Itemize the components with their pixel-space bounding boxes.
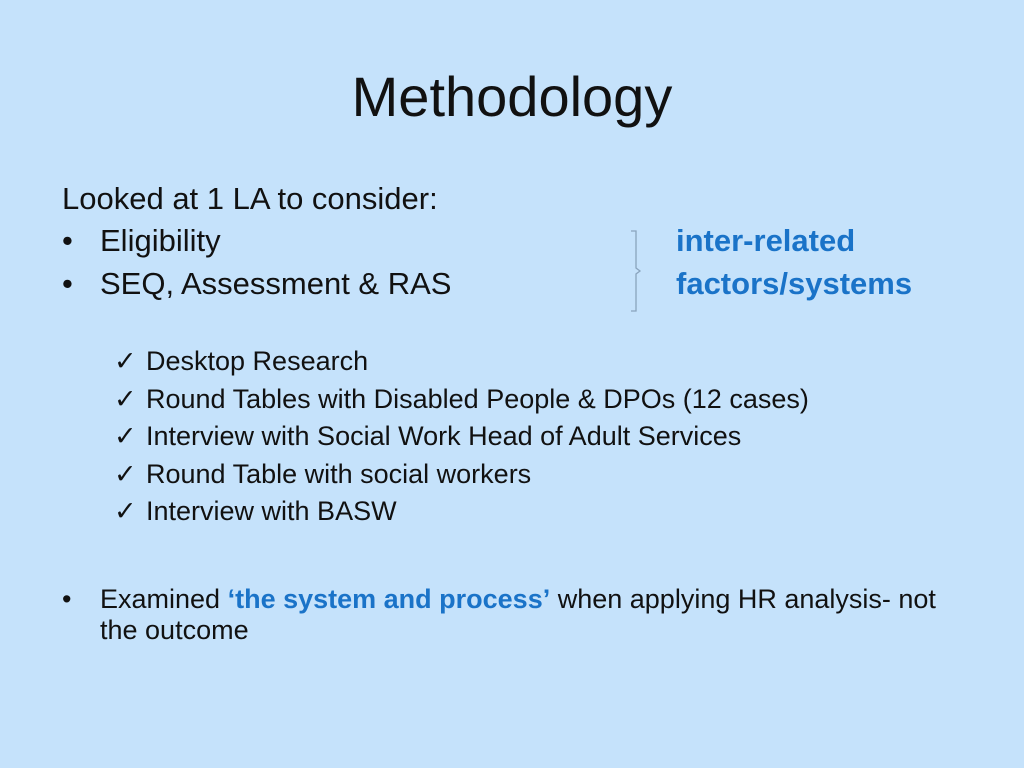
side-note-line1: inter-related xyxy=(676,223,856,258)
bullet-dot-icon: • xyxy=(62,223,73,258)
intro-text: Looked at 1 LA to consider: xyxy=(62,181,438,216)
bullet-dot-icon: • xyxy=(62,584,72,614)
bullet-item-seq xyxy=(62,265,451,303)
checkmark-icon: ✓ xyxy=(114,383,137,414)
slide-title: Methodology xyxy=(351,65,673,128)
checklist-item xyxy=(114,343,809,381)
bullet-item-eligibility xyxy=(62,222,221,260)
checkmark-icon: ✓ xyxy=(114,346,137,376)
checklist-text: Interview with BASW xyxy=(146,496,397,526)
examined-suffix: when applying HR analysis- not the outcome xyxy=(100,584,936,645)
examined-prefix: Examined xyxy=(100,584,228,614)
checklist-text: Round Tables with Disabled People & DPOs (12 cases) xyxy=(146,383,809,414)
bullet-text: SEQ, Assessment & RAS xyxy=(100,266,452,301)
checklist-item xyxy=(114,493,809,531)
side-note-line2: factors/systems xyxy=(676,266,913,301)
checklist-text: Desktop Research xyxy=(146,346,369,376)
checklist-text: Round Table with social workers xyxy=(146,458,532,489)
examined-bullet xyxy=(62,584,942,646)
checklist-item xyxy=(114,456,809,494)
brace-icon xyxy=(628,230,642,312)
checkmark-icon: ✓ xyxy=(114,458,137,489)
checklist-item xyxy=(114,381,809,419)
checklist xyxy=(114,343,809,531)
bullet-text: Eligibility xyxy=(100,223,221,258)
examined-text xyxy=(100,584,942,646)
bullet-dot-icon: • xyxy=(62,266,73,301)
examined-highlight: ‘the system and process’ xyxy=(227,584,551,614)
checklist-item xyxy=(114,418,809,456)
checklist-text: Interview with Social Work Head of Adult Services xyxy=(146,421,742,451)
checkmark-icon: ✓ xyxy=(114,496,137,526)
checkmark-icon: ✓ xyxy=(114,421,137,451)
